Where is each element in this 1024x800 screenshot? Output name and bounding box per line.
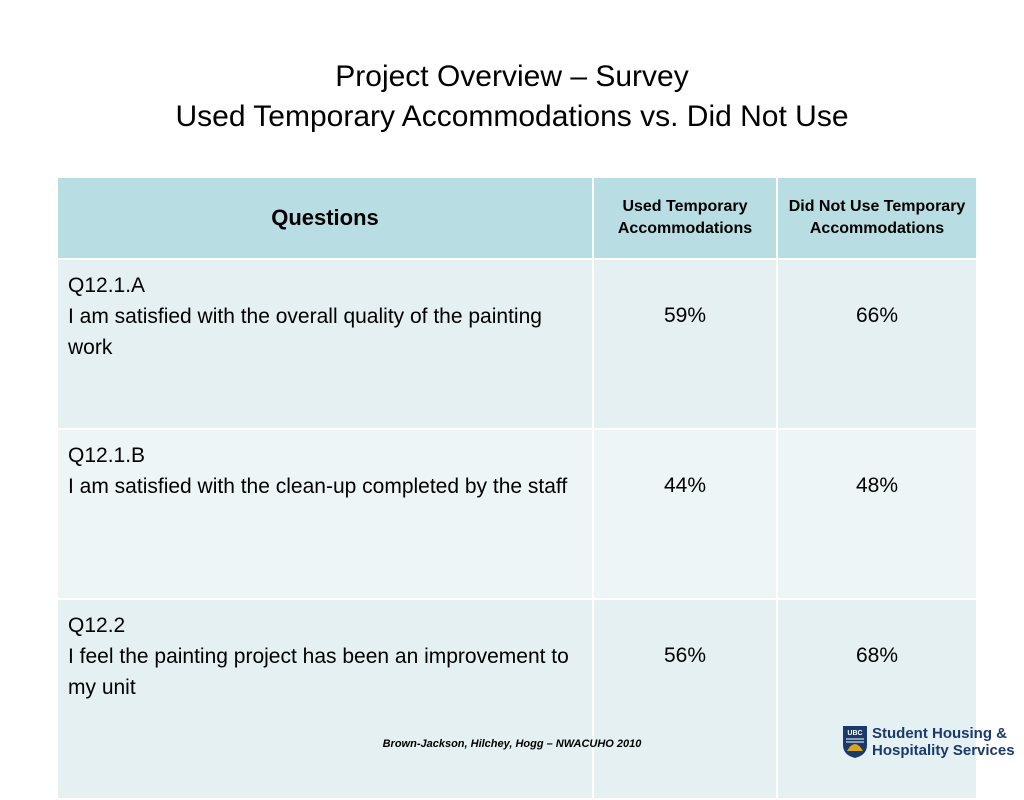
survey-table <box>56 176 978 800</box>
questions-column-header: Questions <box>57 177 593 259</box>
used-value: 56% <box>593 599 777 799</box>
question-code: Q12.2 <box>68 614 126 637</box>
logo-text <box>872 725 1015 759</box>
slide-title-line2: Used Temporary Accommodations vs. Did Not Use <box>175 100 849 133</box>
question-cell <box>57 259 593 429</box>
ubc-logo <box>842 722 1015 762</box>
used-column-header: Used Temporary Accommodations <box>593 177 777 259</box>
slide-title-line1: Project Overview – Survey <box>335 60 689 93</box>
ubc-crest-icon <box>842 725 868 759</box>
did-not-use-value: 66% <box>777 259 977 429</box>
question-code: Q12.1.A <box>68 274 146 297</box>
table-header-row <box>57 177 977 259</box>
did-not-use-column-header: Did Not Use Temporary Accommodations <box>777 177 977 259</box>
question-cell <box>57 599 593 799</box>
slide-title <box>0 57 1024 137</box>
logo-line1: Student Housing & <box>872 725 1007 742</box>
question-code: Q12.1.B <box>68 444 146 467</box>
question-text: I am satisfied with the clean-up completed by the staff <box>68 475 568 498</box>
question-text: I feel the painting project has been an improvement to my unit <box>68 645 569 699</box>
did-not-use-value: 48% <box>777 429 977 599</box>
table-row <box>57 429 977 599</box>
logo-line2: Hospitality Services <box>872 742 1015 759</box>
question-cell <box>57 429 593 599</box>
table-row <box>57 599 977 799</box>
question-text: I am satisfied with the overall quality of the painting work <box>68 305 542 359</box>
footer-citation: Brown-Jackson, Hilchey, Hogg – NWACUHO 2010 <box>382 738 642 750</box>
crest-mark-text: UBC <box>847 730 863 737</box>
did-not-use-value: 68% <box>777 599 977 799</box>
table-row <box>57 259 977 429</box>
used-value: 59% <box>593 259 777 429</box>
used-value: 44% <box>593 429 777 599</box>
